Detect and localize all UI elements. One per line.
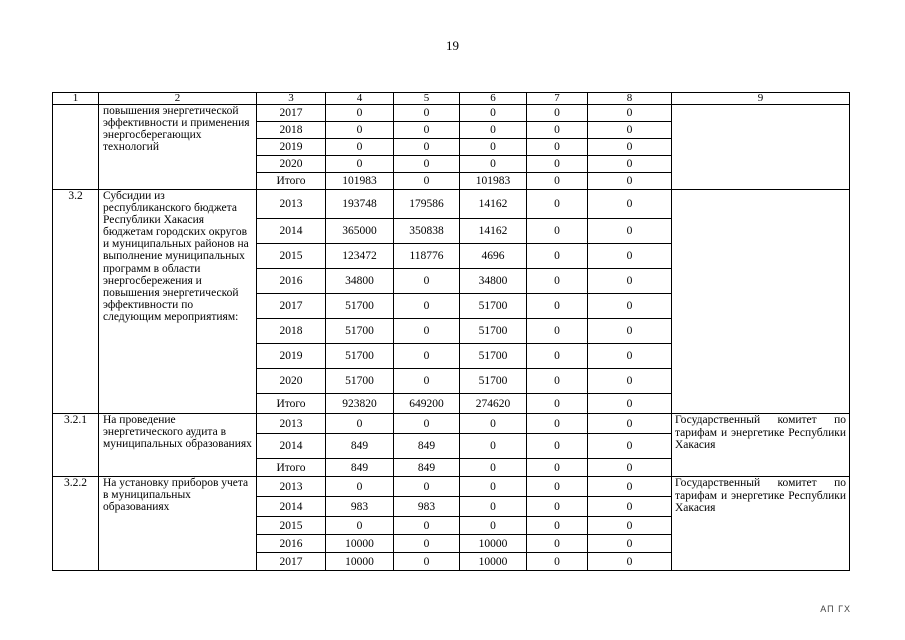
column-header: 1	[53, 93, 99, 105]
value-cell: 0	[527, 553, 588, 571]
item-name: повышения энергетической эффективности и применения энергосберегающих технологий	[99, 105, 257, 190]
column-header: 2	[99, 93, 257, 105]
year-cell: 2013	[257, 414, 326, 434]
value-cell: 0	[588, 344, 672, 369]
value-cell: 0	[588, 369, 672, 394]
value-cell: 0	[326, 414, 394, 434]
value-cell: 0	[460, 156, 527, 173]
value-cell: 51700	[460, 294, 527, 319]
value-cell: 0	[588, 477, 672, 497]
value-cell: 274620	[460, 394, 527, 414]
value-cell: 0	[527, 190, 588, 219]
year-cell: Итого	[257, 173, 326, 190]
value-cell: 0	[588, 156, 672, 173]
value-cell: 0	[460, 434, 527, 459]
year-cell: 2020	[257, 156, 326, 173]
value-cell: 0	[394, 553, 460, 571]
year-cell: 2016	[257, 269, 326, 294]
value-cell: 983	[394, 497, 460, 517]
value-cell: 0	[588, 497, 672, 517]
value-cell: 0	[460, 414, 527, 434]
value-cell: 0	[527, 173, 588, 190]
value-cell: 193748	[326, 190, 394, 219]
value-cell: 0	[527, 219, 588, 244]
value-cell: 0	[527, 319, 588, 344]
value-cell: 0	[527, 477, 588, 497]
value-cell: 0	[527, 122, 588, 139]
value-cell: 0	[527, 535, 588, 553]
value-cell: 0	[394, 369, 460, 394]
value-cell: 51700	[326, 319, 394, 344]
year-cell: 2019	[257, 139, 326, 156]
value-cell: 0	[394, 139, 460, 156]
value-cell: 0	[588, 394, 672, 414]
year-cell: 2018	[257, 122, 326, 139]
value-cell: 0	[588, 535, 672, 553]
value-cell: 0	[460, 517, 527, 535]
table-row	[53, 105, 850, 122]
value-cell: 0	[326, 139, 394, 156]
table-body	[53, 93, 850, 571]
value-cell: 0	[588, 219, 672, 244]
value-cell: 0	[527, 156, 588, 173]
value-cell: 0	[588, 434, 672, 459]
executor-cell	[672, 190, 850, 414]
value-cell: 10000	[326, 553, 394, 571]
value-cell: 0	[460, 105, 527, 122]
value-cell: 10000	[326, 535, 394, 553]
item-number: 3.2.1	[53, 414, 99, 477]
year-cell: 2015	[257, 244, 326, 269]
value-cell: 0	[527, 269, 588, 294]
value-cell: 849	[394, 434, 460, 459]
year-cell: 2014	[257, 219, 326, 244]
value-cell: 51700	[326, 344, 394, 369]
value-cell: 51700	[326, 294, 394, 319]
value-cell: 0	[588, 294, 672, 319]
item-name: Субсидии из республиканского бюджета Республики Хакасия бюджетам городских округов и муниципальных районов на выполнение муниципальных программ в области энергосбережения и повышения энергетической эффективности по следующим мероприятиям:	[99, 190, 257, 414]
value-cell: 14162	[460, 190, 527, 219]
value-cell: 51700	[460, 369, 527, 394]
value-cell: 0	[527, 369, 588, 394]
column-header: 9	[672, 93, 850, 105]
value-cell: 34800	[326, 269, 394, 294]
value-cell: 0	[460, 497, 527, 517]
year-cell: 2019	[257, 344, 326, 369]
footer-mark: АП ГХ	[820, 604, 851, 614]
column-header: 3	[257, 93, 326, 105]
value-cell: 0	[394, 122, 460, 139]
value-cell: 0	[394, 269, 460, 294]
value-cell: 0	[588, 190, 672, 219]
value-cell: 0	[326, 156, 394, 173]
value-cell: 0	[394, 156, 460, 173]
value-cell: 0	[588, 269, 672, 294]
year-cell: 2016	[257, 535, 326, 553]
value-cell: 14162	[460, 219, 527, 244]
year-cell: 2015	[257, 517, 326, 535]
table-row	[53, 190, 850, 219]
value-cell: 0	[394, 294, 460, 319]
value-cell: 849	[394, 459, 460, 477]
value-cell: 0	[527, 517, 588, 535]
year-cell: 2013	[257, 190, 326, 219]
item-number	[53, 105, 99, 190]
value-cell: 0	[588, 553, 672, 571]
value-cell: 118776	[394, 244, 460, 269]
value-cell: 0	[394, 105, 460, 122]
value-cell: 0	[527, 394, 588, 414]
header-row	[53, 93, 850, 105]
year-cell: 2018	[257, 319, 326, 344]
year-cell: 2013	[257, 477, 326, 497]
value-cell: 0	[527, 294, 588, 319]
value-cell: 179586	[394, 190, 460, 219]
value-cell: 0	[460, 139, 527, 156]
table-row	[53, 414, 850, 434]
value-cell: 0	[460, 122, 527, 139]
year-cell: Итого	[257, 459, 326, 477]
value-cell: 0	[588, 319, 672, 344]
value-cell: 0	[394, 173, 460, 190]
value-cell: 350838	[394, 219, 460, 244]
year-cell: 2014	[257, 497, 326, 517]
value-cell: 51700	[460, 319, 527, 344]
page-number: 19	[446, 38, 459, 53]
executor-cell: Государственный комитет по тарифам и энергетике Республики Хакасия	[672, 477, 850, 571]
value-cell: 983	[326, 497, 394, 517]
value-cell: 0	[527, 344, 588, 369]
value-cell: 0	[588, 414, 672, 434]
item-name: На установку приборов учета в муниципальных образованиях	[99, 477, 257, 571]
year-cell: 2014	[257, 434, 326, 459]
value-cell: 0	[460, 477, 527, 497]
value-cell: 51700	[326, 369, 394, 394]
table-row	[53, 477, 850, 497]
value-cell: 0	[588, 105, 672, 122]
value-cell: 4696	[460, 244, 527, 269]
value-cell: 0	[588, 139, 672, 156]
value-cell: 0	[527, 497, 588, 517]
value-cell: 0	[527, 244, 588, 269]
value-cell: 0	[394, 535, 460, 553]
value-cell: 0	[394, 477, 460, 497]
value-cell: 365000	[326, 219, 394, 244]
value-cell: 0	[588, 517, 672, 535]
value-cell: 0	[326, 477, 394, 497]
value-cell: 0	[460, 459, 527, 477]
item-number: 3.2	[53, 190, 99, 414]
value-cell: 0	[588, 459, 672, 477]
value-cell: 0	[394, 517, 460, 535]
value-cell: 51700	[460, 344, 527, 369]
item-number: 3.2.2	[53, 477, 99, 571]
value-cell: 0	[326, 105, 394, 122]
value-cell: 123472	[326, 244, 394, 269]
year-cell: 2017	[257, 105, 326, 122]
column-header: 4	[326, 93, 394, 105]
year-cell: 2017	[257, 294, 326, 319]
value-cell: 0	[588, 173, 672, 190]
column-header: 8	[588, 93, 672, 105]
value-cell: 0	[326, 517, 394, 535]
executor-cell	[672, 105, 850, 190]
value-cell: 0	[326, 122, 394, 139]
column-header: 5	[394, 93, 460, 105]
value-cell: 101983	[460, 173, 527, 190]
value-cell: 0	[527, 414, 588, 434]
value-cell: 923820	[326, 394, 394, 414]
value-cell: 849	[326, 434, 394, 459]
value-cell: 0	[394, 319, 460, 344]
executor-cell: Государственный комитет по тарифам и энергетике Республики Хакасия	[672, 414, 850, 477]
value-cell: 101983	[326, 173, 394, 190]
value-cell: 0	[527, 105, 588, 122]
column-header: 6	[460, 93, 527, 105]
value-cell: 0	[527, 139, 588, 156]
item-name: На проведение энергетического аудита в муниципальных образованиях	[99, 414, 257, 477]
value-cell: 849	[326, 459, 394, 477]
year-cell: 2020	[257, 369, 326, 394]
value-cell: 10000	[460, 553, 527, 571]
year-cell: 2017	[257, 553, 326, 571]
value-cell: 10000	[460, 535, 527, 553]
column-header: 7	[527, 93, 588, 105]
program-table	[52, 92, 850, 571]
value-cell: 0	[394, 414, 460, 434]
value-cell: 0	[394, 344, 460, 369]
value-cell: 649200	[394, 394, 460, 414]
value-cell: 0	[527, 459, 588, 477]
value-cell: 0	[527, 434, 588, 459]
year-cell: Итого	[257, 394, 326, 414]
value-cell: 0	[588, 122, 672, 139]
value-cell: 34800	[460, 269, 527, 294]
value-cell: 0	[588, 244, 672, 269]
